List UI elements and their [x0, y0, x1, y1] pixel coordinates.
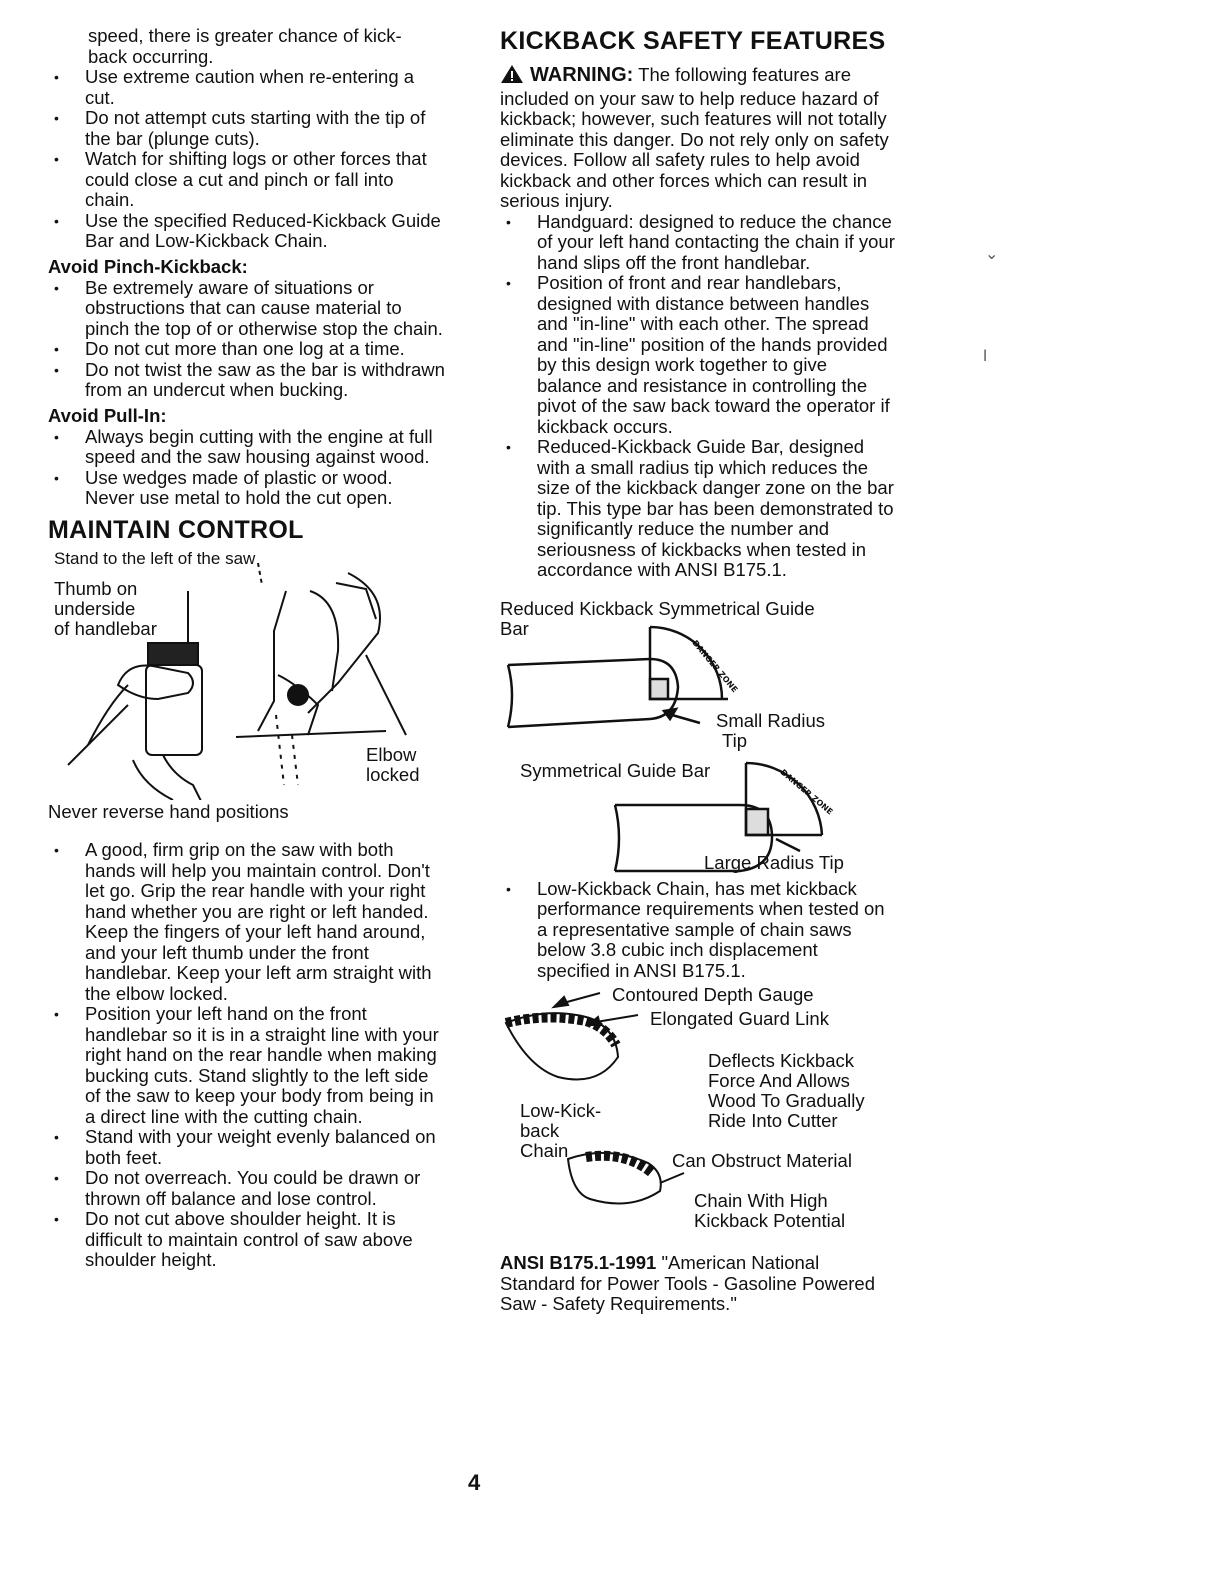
- kickback-tips-list: [48, 67, 446, 252]
- high-kickback-label-2: Kickback Potential: [694, 1210, 846, 1231]
- obstruct-label: Can Obstruct Material: [672, 1150, 852, 1171]
- chain-illustration: [500, 983, 895, 1243]
- thumb-label-3: of handlebar: [54, 617, 157, 639]
- ansi-standard-title: "American National Standard for Power Tools - Gasoline Powered Saw - Safety Requirements.": [500, 1252, 875, 1314]
- high-kickback-label-1: Chain With High: [694, 1190, 828, 1211]
- lowkick-label-3: Chain: [520, 1140, 569, 1161]
- ansi-standard-id: ANSI B175.1-1991: [500, 1252, 657, 1273]
- margin-mark: ǀ: [983, 348, 988, 365]
- deflects-label-2: Force And Allows: [708, 1070, 850, 1091]
- left-column: [48, 26, 446, 1271]
- list-item: • Use extreme caution when re-entering a cut.: [48, 67, 446, 108]
- thumb-label-1: Thumb on: [54, 577, 138, 599]
- danger-zone-label-2: DANGER ZONE: [778, 767, 835, 816]
- deflects-label-4: Ride Into Cutter: [708, 1110, 838, 1131]
- list-item: • Be extremely aware of situations or obstructions that can cause material to pinch the top of or otherwise stop the chain.: [48, 278, 446, 340]
- chain-figure: [500, 983, 895, 1243]
- deflects-label-3: Wood To Gradually: [708, 1090, 865, 1111]
- list-item: • Always begin cutting with the engine at full speed and the saw housing against wood.: [48, 427, 446, 468]
- small-radius-label-1: Small Radius: [716, 709, 825, 731]
- right-column: [500, 26, 895, 1315]
- intro-line-1: speed, there is greater chance of kick-: [88, 25, 402, 46]
- ansi-paragraph: [500, 1253, 895, 1315]
- large-radius-label: Large Radius Tip: [704, 851, 844, 873]
- list-item: • Position your left hand on the front handlebar so it is in a straight line with your right hand on the rear handle when making bucking cuts. Stand slightly to the left side of the saw to keep your body from being in a direct line with the cutting chain.: [48, 1004, 446, 1127]
- thumb-label-2: underside: [54, 597, 136, 619]
- pull-in-list: [48, 427, 446, 509]
- stand-label: Stand to the left of the saw: [54, 548, 256, 568]
- warning-paragraph: [500, 64, 895, 212]
- warning-label: WARNING:: [530, 64, 634, 86]
- danger-zone-label-1: DANGER ZONE: [690, 638, 740, 694]
- never-reverse-caption: Never reverse hand positions: [48, 800, 289, 822]
- list-item: • Use wedges made of plastic or wood. Never use metal to hold the cut open.: [48, 468, 446, 509]
- list-item: • Low-Kickback Chain, has met kickback performance requirements when tested on a representative sample of chain saws below 3.8 cubic inch displacement specified in ANSI B175.1.: [500, 879, 895, 982]
- hand-grip-illustration: [48, 545, 446, 800]
- list-item: • Do not attempt cuts starting with the tip of the bar (plunge cuts).: [48, 108, 446, 149]
- lowkick-label-2: back: [520, 1120, 560, 1141]
- lowkick-label-1: Low-Kick-: [520, 1100, 602, 1121]
- small-radius-label-2: Tip: [722, 729, 748, 751]
- list-item: • Do not cut above shoulder height. It is difficult to maintain control of saw above shoulder height.: [48, 1209, 446, 1271]
- page-number: 4: [468, 1470, 481, 1495]
- pinch-list: [48, 278, 446, 401]
- list-item: • Reduced-Kickback Guide Bar, designed with a small radius tip which reduces the size of the kickback danger zone on the bar tip. This type bar has been demonstrated to significantly reduce the number and seriousness of kickbacks when tested in accordance with ANSI B175.1.: [500, 437, 895, 581]
- list-item: • Do not twist the saw as the bar is withdrawn from an undercut when bucking.: [48, 360, 446, 401]
- warning-triangle-icon: [500, 64, 524, 89]
- features-list: [500, 212, 895, 581]
- intro-line-2: back occurring.: [88, 45, 214, 67]
- maintain-control-heading: MAINTAIN CONTROL: [48, 515, 304, 544]
- kickback-features-heading: KICKBACK SAFETY FEATURES: [500, 27, 886, 55]
- deflects-label-1: Deflects Kickback: [708, 1050, 854, 1071]
- list-item: • A good, firm grip on the saw with both hands will help you maintain control. Don't let go. Grip the rear handle with your right hand whether you are right or left handed. Keep the fingers of your left hand around, and your left thumb under the front handlebar. Keep your left arm straight with the elbow locked.: [48, 840, 446, 1004]
- pinch-kickback-heading: Avoid Pinch-Kickback:: [48, 255, 248, 277]
- list-item: • Do not cut more than one log at a time.: [48, 339, 446, 360]
- chain-list: [500, 879, 895, 982]
- list-item: • Watch for shifting logs or other forces that could close a cut and pinch or fall into chain.: [48, 149, 446, 211]
- pull-in-heading: Avoid Pull-In:: [48, 404, 167, 426]
- elbow-label-2: locked: [366, 763, 420, 785]
- guide-bar-illustration: [500, 599, 895, 873]
- list-item: • Position of front and rear handlebars, designed with distance between handles and "in-line" with each other. The spread and "in-line" position of the hands provided by this design work together to give balance and resistance in controlling the pivot of the saw back toward the operator if kickback occurs.: [500, 273, 895, 437]
- elbow-label-1: Elbow: [366, 743, 417, 765]
- guide-bar-figure: [500, 599, 895, 873]
- list-item: • Stand with your weight evenly balanced on both feet.: [48, 1127, 446, 1168]
- warning-text: The following features are included on your saw to help reduce hazard of kickback; however, such features will not totally eliminate this danger. Do not rely only on safety devices. Follow all safety rules to help avoid kickback and other forces which can result in serious injury.: [500, 64, 889, 211]
- control-list: [48, 840, 446, 1271]
- list-item: • Do not overreach. You could be drawn or thrown off balance and lose control.: [48, 1168, 446, 1209]
- list-item: • Use the specified Reduced-Kickback Guide Bar and Low-Kickback Chain.: [48, 211, 446, 252]
- margin-mark: ⌄: [985, 246, 999, 263]
- elongated-label: Elongated Guard Link: [650, 1008, 829, 1029]
- contoured-label: Contoured Depth Gauge: [612, 984, 814, 1005]
- reduced-label-1: Reduced Kickback Symmetrical Guide: [500, 597, 815, 619]
- reduced-label-2: Bar: [500, 617, 529, 639]
- symmetrical-label: Symmetrical Guide Bar: [520, 759, 711, 781]
- list-item: • Handguard: designed to reduce the chance of your left hand contacting the chain if your hand slips off the front handlebar.: [500, 212, 895, 274]
- hand-position-figure: [48, 545, 446, 800]
